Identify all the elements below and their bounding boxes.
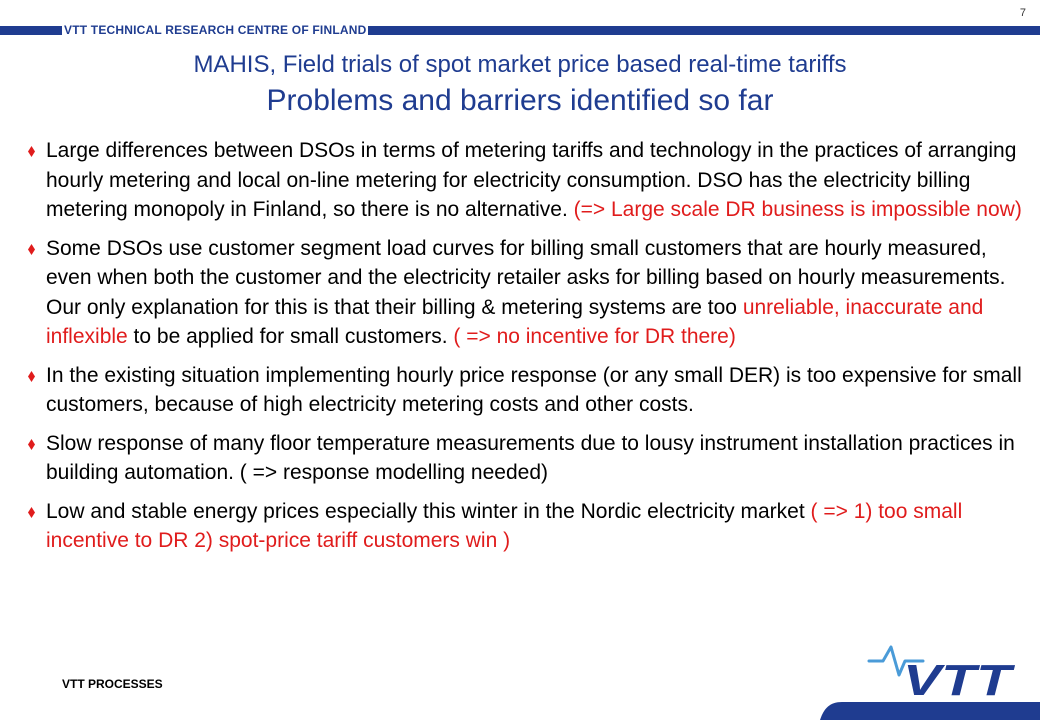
diamond-bullet-icon [28, 371, 35, 382]
bullet-highlight: unreliable, inaccurate and inflexible [46, 295, 984, 348]
bullet-text: Some DSOs use customer segment load curves for billing small customers that are hourly measured, even when both the customer and the electricity retailer asks for billing based on hourly measurements. Our only explanation for this is that their billing & metering systems are too [46, 236, 1006, 319]
bullet-text: Slow response of many floor temperature measurements due to lousy instrument installation practices in building automation. ( => response modelling needed) [46, 431, 1015, 484]
diamond-bullet-icon [28, 146, 35, 157]
bullet-item [28, 497, 1028, 556]
bullet-highlight: (=> Large scale DR business is impossible now) [573, 198, 1022, 221]
slide-title: Problems and barriers identified so far [266, 84, 774, 117]
logo-wordmark: VTT [903, 656, 1016, 699]
bullet-text: Large differences between DSOs in terms of metering tariffs and technology in the practices of arranging hourly metering and local on-line metering for electricity consumption. DSO has the electricity billing metering monopoly in Finland, so there is no alternative. [46, 139, 1017, 221]
bullet-item [28, 234, 1028, 352]
slide-subtitle: MAHIS, Field trials of spot market price based real-time tariffs [193, 51, 847, 78]
bullet-item [28, 361, 1028, 420]
bullet-text: to be applied for small customers. [127, 325, 454, 348]
bullet-list [28, 136, 1028, 565]
vtt-logo [865, 641, 1025, 699]
organization-name: VTT TECHNICAL RESEARCH CENTRE OF FINLAND [64, 23, 367, 37]
diamond-bullet-icon [28, 244, 35, 255]
bullet-highlight: ( => 1) too small incentive to DR 2) spot-price tariff customers win ) [46, 499, 963, 552]
diamond-bullet-icon [28, 507, 35, 518]
diamond-bullet-icon [28, 439, 35, 450]
bullet-text: In the existing situation implementing hourly price response (or any small DER) is too expensive for small customers, because of high electricity metering costs and other costs. [46, 363, 1022, 416]
page-number: 7 [1019, 7, 1026, 19]
bullet-item [28, 429, 1028, 488]
footer-label: VTT PROCESSES [62, 677, 163, 691]
corner-decoration [820, 702, 1040, 720]
bullet-item [28, 136, 1028, 225]
bullet-highlight: ( => no incentive for DR there) [453, 325, 736, 348]
bullet-text: Low and stable energy prices especially this winter in the Nordic electricity market [46, 499, 811, 523]
